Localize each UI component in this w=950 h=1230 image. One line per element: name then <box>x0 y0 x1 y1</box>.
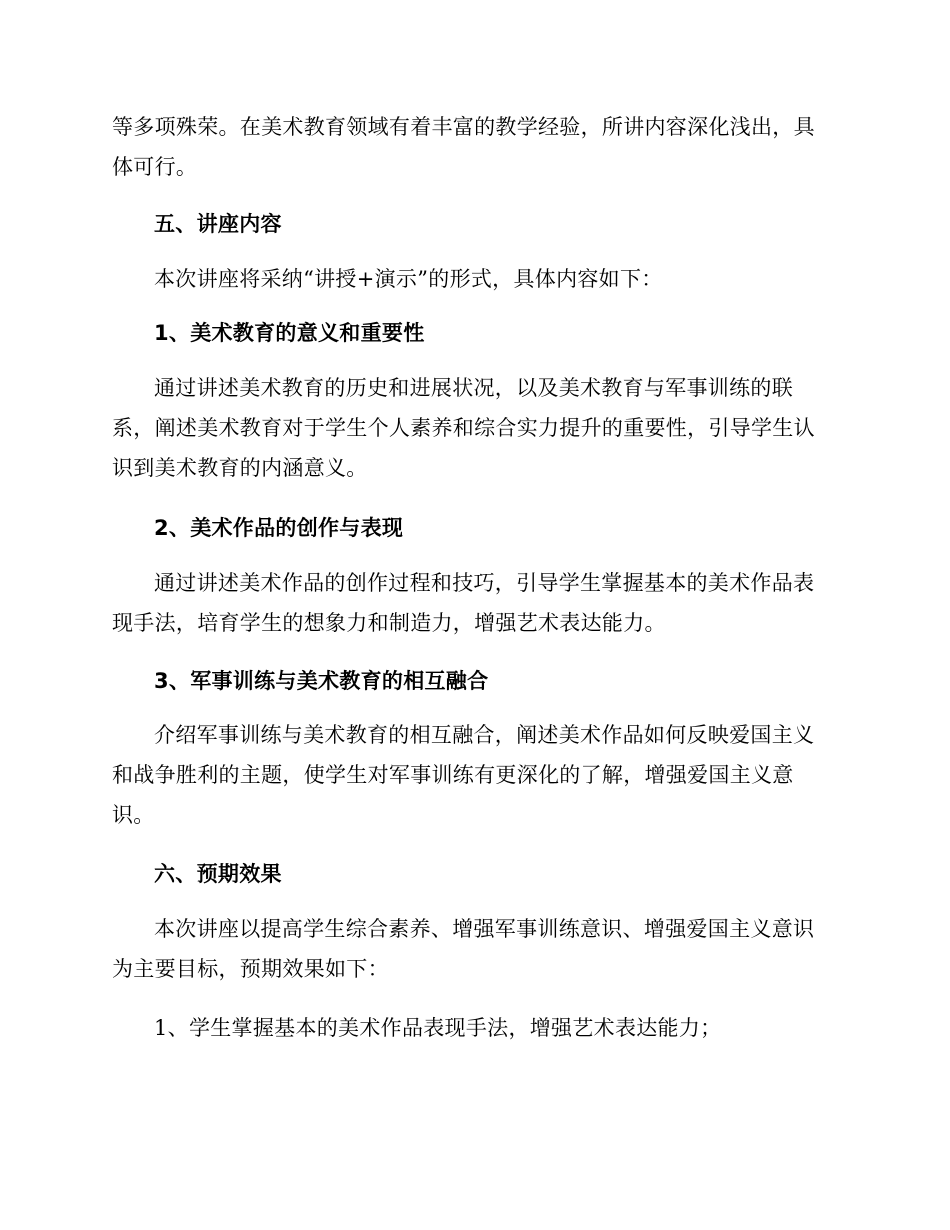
section-six-intro: 本次讲座以提高学生综合素养、增强军事训练意识、增强爱国主义意识为主要目标，预期效果如下： <box>112 917 815 981</box>
item-three-heading: 3、军事训练与美术教育的相互融合 <box>154 669 489 693</box>
item-three-body: 介绍军事训练与美术教育的相互融合，阐述美术作品如何反映爱国主义和战争胜利的主题，使学生对军事训练有更深化的了解，增强爱国主义意识。 <box>112 723 815 827</box>
item-two-body: 通过讲述美术作品的创作过程和技巧，引导学生掌握基本的美术作品表现手法，培育学生的想象力和制造力，增强艺术表达能力。 <box>112 571 815 635</box>
section-five-intro: 本次讲座将采纳“讲授+演示”的形式，具体内容如下： <box>154 267 663 291</box>
section-five-heading: 五、讲座内容 <box>154 212 282 236</box>
item-one-body: 通过讲述美术教育的历史和进展状况，以及美术教育与军事训练的联系，阐述美术教育对于学生个人素养和综合实力提升的重要性，引导学生认识到美术教育的内涵意义。 <box>112 376 815 480</box>
item-two-heading: 2、美术作品的创作与表现 <box>154 516 404 540</box>
continuation-paragraph: 等多项殊荣。在美术教育领域有着丰富的教学经验，所讲内容深化浅出，具体可行。 <box>112 115 815 179</box>
item-one-heading: 1、美术教育的意义和重要性 <box>154 321 425 345</box>
expected-effect-item-one: 1、学生掌握基本的美术作品表现手法，增强艺术表达能力； <box>154 1016 722 1040</box>
section-six-heading: 六、预期效果 <box>154 862 282 886</box>
